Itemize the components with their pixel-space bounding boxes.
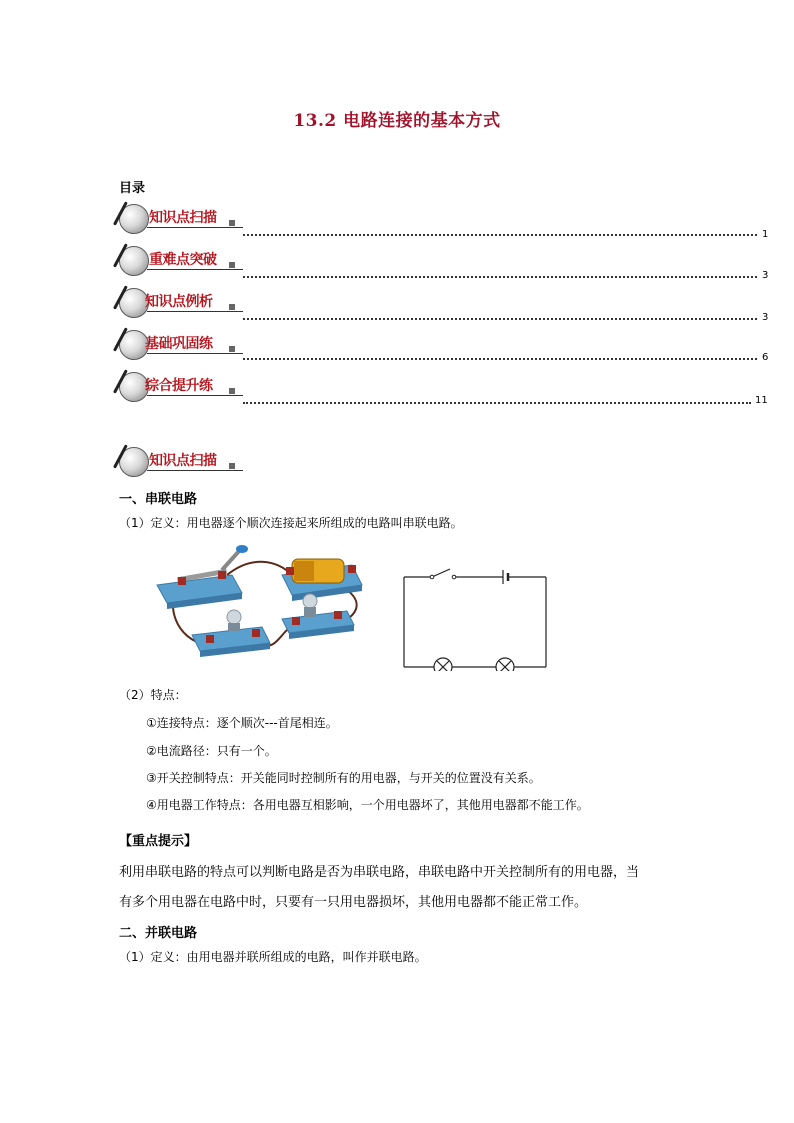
series-circuit-schematic xyxy=(398,565,552,671)
toc-page-number: 3 xyxy=(762,270,769,281)
square-icon xyxy=(229,262,235,268)
toc-page-number: 1 xyxy=(762,229,769,240)
toc-page-number: 3 xyxy=(762,312,769,323)
toc-leader xyxy=(243,318,757,320)
feature-item: ③开关控制特点：开关能同时控制所有的用电器，与开关的位置没有关系。 xyxy=(146,771,541,785)
tip-line: 利用串联电路的特点可以判断电路是否为串联电路，串联电路中开关控制所有的用电器，当 xyxy=(119,865,640,880)
toc-entry-label: 重难点突破 xyxy=(149,252,217,268)
toc-leader xyxy=(243,276,757,278)
section-badge-label: 知识点扫描 xyxy=(149,453,217,469)
feature-item: ④用电器工作特点：各用电器互相影响，一个用电器坏了，其他用电器都不能工作。 xyxy=(146,798,589,812)
toc-entry-knowledge-scan[interactable] xyxy=(119,204,243,234)
toc-entry-difficulty[interactable] xyxy=(119,246,243,276)
tip-heading: 【重点提示】 xyxy=(119,834,198,849)
square-icon xyxy=(229,220,235,226)
toc-entry-basic-practice[interactable] xyxy=(119,330,243,360)
toc-entry-examples[interactable] xyxy=(119,288,243,318)
toc-leader xyxy=(243,358,757,360)
toc-entry-label: 基础巩固练 xyxy=(145,336,213,352)
toc-heading: 目录 xyxy=(119,181,146,196)
toc-page-number: 11 xyxy=(755,395,768,406)
series-definition: （1）定义：用电器逐个顺次连接起来所组成的电路叫串联电路。 xyxy=(119,516,463,530)
feature-item: ①连接特点：逐个顺次---首尾相连。 xyxy=(146,716,338,730)
section-badge-knowledge-scan xyxy=(119,447,243,477)
toc-page-number: 6 xyxy=(762,352,769,363)
series-circuit-photo xyxy=(152,545,374,657)
parallel-heading: 二、并联电路 xyxy=(119,926,198,941)
tip-line: 有多个用电器在电路中时，只要有一只用电器损坏，其他用电器都不能正常工作。 xyxy=(119,895,588,910)
parallel-definition: （1）定义：由用电器并联所组成的电路，叫作并联电路。 xyxy=(119,950,427,964)
toc-entry-label: 知识点例析 xyxy=(145,294,213,310)
series-heading: 一、串联电路 xyxy=(119,492,198,507)
toc-entry-label: 知识点扫描 xyxy=(149,210,217,226)
square-icon xyxy=(229,388,235,394)
square-icon xyxy=(229,304,235,310)
toc-leader xyxy=(243,234,757,236)
toc-leader xyxy=(243,402,751,404)
square-icon xyxy=(229,463,235,469)
feature-item: ②电流路径：只有一个。 xyxy=(146,744,277,758)
toc-entry-comprehensive[interactable] xyxy=(119,372,243,402)
page-title: 13.2 电路连接的基本方式 xyxy=(293,111,501,131)
toc-entry-label: 综合提升练 xyxy=(145,378,213,394)
features-heading: （2）特点： xyxy=(119,688,187,702)
square-icon xyxy=(229,346,235,352)
